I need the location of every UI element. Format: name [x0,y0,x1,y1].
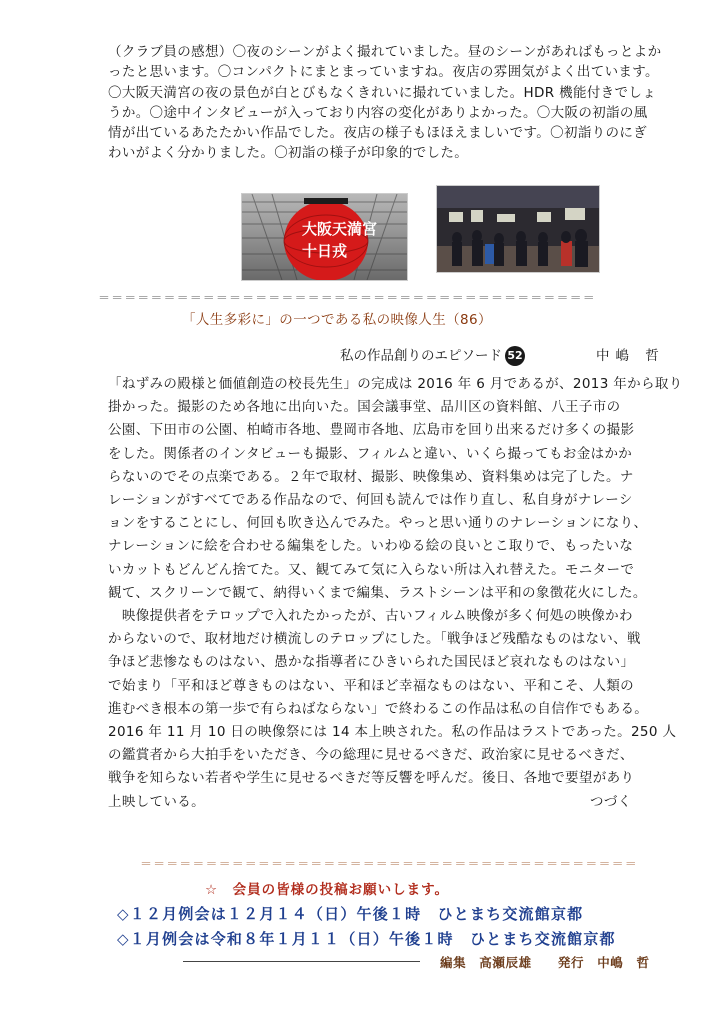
article-body [108,373,690,814]
lantern-text-right: 十日戎 [302,242,348,260]
body-line: 戦争を知らない若者や学生に見せるべきだ等反響を呼んだ。後日、各地で要望があり [108,770,635,787]
section-divider-bottom: ＝＝＝＝＝＝＝＝＝＝＝＝＝＝＝＝＝＝＝＝＝＝＝＝＝＝＝＝＝＝＝＝＝＝＝＝＝＝ [140,857,638,871]
footer-credits: 編集 高瀬辰雄 発行 中嶋 哲 [440,955,650,970]
body-line: ョンをすることにし、何回も吹き込んでみた。やっと思い通りのナレーションになり、 [108,515,648,532]
body-line: で始まり「平和ほど尊きものはない、平和ほど幸福なものはない、平和こそ、人類の [108,677,635,694]
body-line: 争ほど悲惨なものはない、愚かな指導者にひきいられた国民ほど哀れなものはない」 [108,654,635,671]
lantern-photo-graphic [242,194,407,280]
episode-heading [340,344,525,366]
impressions-line: ったと思います。〇コンパクトにまとまっていますね。夜店の雰囲気がよく出ています。 [108,64,659,81]
body-line: らないのでその点楽である。２年で取材、撮影、映像集め、資料集めは完了した。ナ [108,468,634,485]
episode-number-badge: 52 [505,346,525,366]
meeting-notice-january: ◇１月例会は令和８年１月１１（日）午後１時 ひとまち交流館京都 [117,930,616,948]
body-line-last [108,791,690,814]
call-for-posts: ☆ 会員の皆様の投稿お願いします。 [205,882,450,898]
body-line: をした。関係者のインタビューも撮影、フィルムと違い、いくら撮ってもお金はかか [108,445,633,462]
series-title: 「人生多彩に」の一つである私の映像人生（86） [182,312,492,328]
body-line: 上映している。 [108,793,205,810]
body-line: 映像提供者をテロップで入れたかったが、古いフィルム映像が多く何処の映像かわ [108,608,633,625]
body-line: 観て、スクリーンで観て、納得いくまで編集、ラストシーンは平和の象徴花火にした。 [108,584,647,601]
impressions-line: （クラブ員の感想）〇夜のシーンがよく撮れていました。昼のシーンがあればもっとよか [108,44,662,60]
body-line: 2016 年 11 月 10 日の映像祭には 14 本上映された。私の作品はラストであった。250 人 [108,724,677,741]
footer-rule [183,961,420,962]
author-name: 中嶋 哲 [596,348,665,364]
impressions-line: わいがよく分かりました。〇初詣の様子が印象的でした。 [108,145,469,162]
continued-label: つづく [590,793,632,810]
member-impressions [108,42,690,164]
impressions-line: うか。〇途中インタビューが入っており内容の変化がありよかった。〇大阪の初詣の風 [108,104,648,121]
body-line: ナレーションに絵を合わせる編集をした。いわゆる絵の良いとこ取りで、もったいな [108,538,634,555]
section-divider: ＝＝＝＝＝＝＝＝＝＝＝＝＝＝＝＝＝＝＝＝＝＝＝＝＝＝＝＝＝＝＝＝＝＝＝＝＝＝ [98,291,596,305]
crowd-photo-graphic [437,186,599,272]
crowd-photo [436,185,600,273]
meeting-notice-december: ◇１２月例会は１２月１４（日）午後１時 ひとまち交流館京都 [117,905,584,923]
body-line: いカットもどんどん捨てた。又、観てみて気に入らない所は入れ替えた。モニターで [108,561,635,578]
body-line: 「ねずみの殿様と価値創造の校長先生」の完成は 2016 年 6 月であるが、2013 年から取り [108,376,683,392]
episode-label: 私の作品創りのエピソード [340,348,502,364]
impressions-line: 〇大阪天満宮の夜の景色が白とびもなくきれいに撮れていました。HDR 機能付きでしょ [108,84,657,101]
body-line: 進むべき根本の第一歩で有らねばならない」で終わるこの作品は私の自信作でもある。 [108,700,649,717]
body-line: の鑑賞者から大拍手をいただき、今の総理に見せるべきだ、政治家に見せるべきだ、 [108,747,634,764]
impressions-line: 情が出ているあたたかい作品でした。夜店の様子もほほえましいです。〇初詣りのにぎ [108,125,648,142]
body-line: 掛かった。撮影のため各地に出向いた。国会議事堂、品川区の資料館、八王子市の [108,399,621,416]
body-line: 公園、下田市の公園、柏崎市各地、豊岡市各地、広島市を回り出来るだけ多くの撮影 [108,422,635,439]
body-line: からないので、取材地だけ横流しのテロップにした。「戦争ほど残酷なものはない、戦 [108,631,641,648]
lantern-photo [241,193,408,281]
lantern-text-left: 大阪天満宮 [302,220,378,238]
body-line: レーションがすべてである作品なので、何回も読んでは作り直し、私自身がナレーシ [108,492,633,509]
